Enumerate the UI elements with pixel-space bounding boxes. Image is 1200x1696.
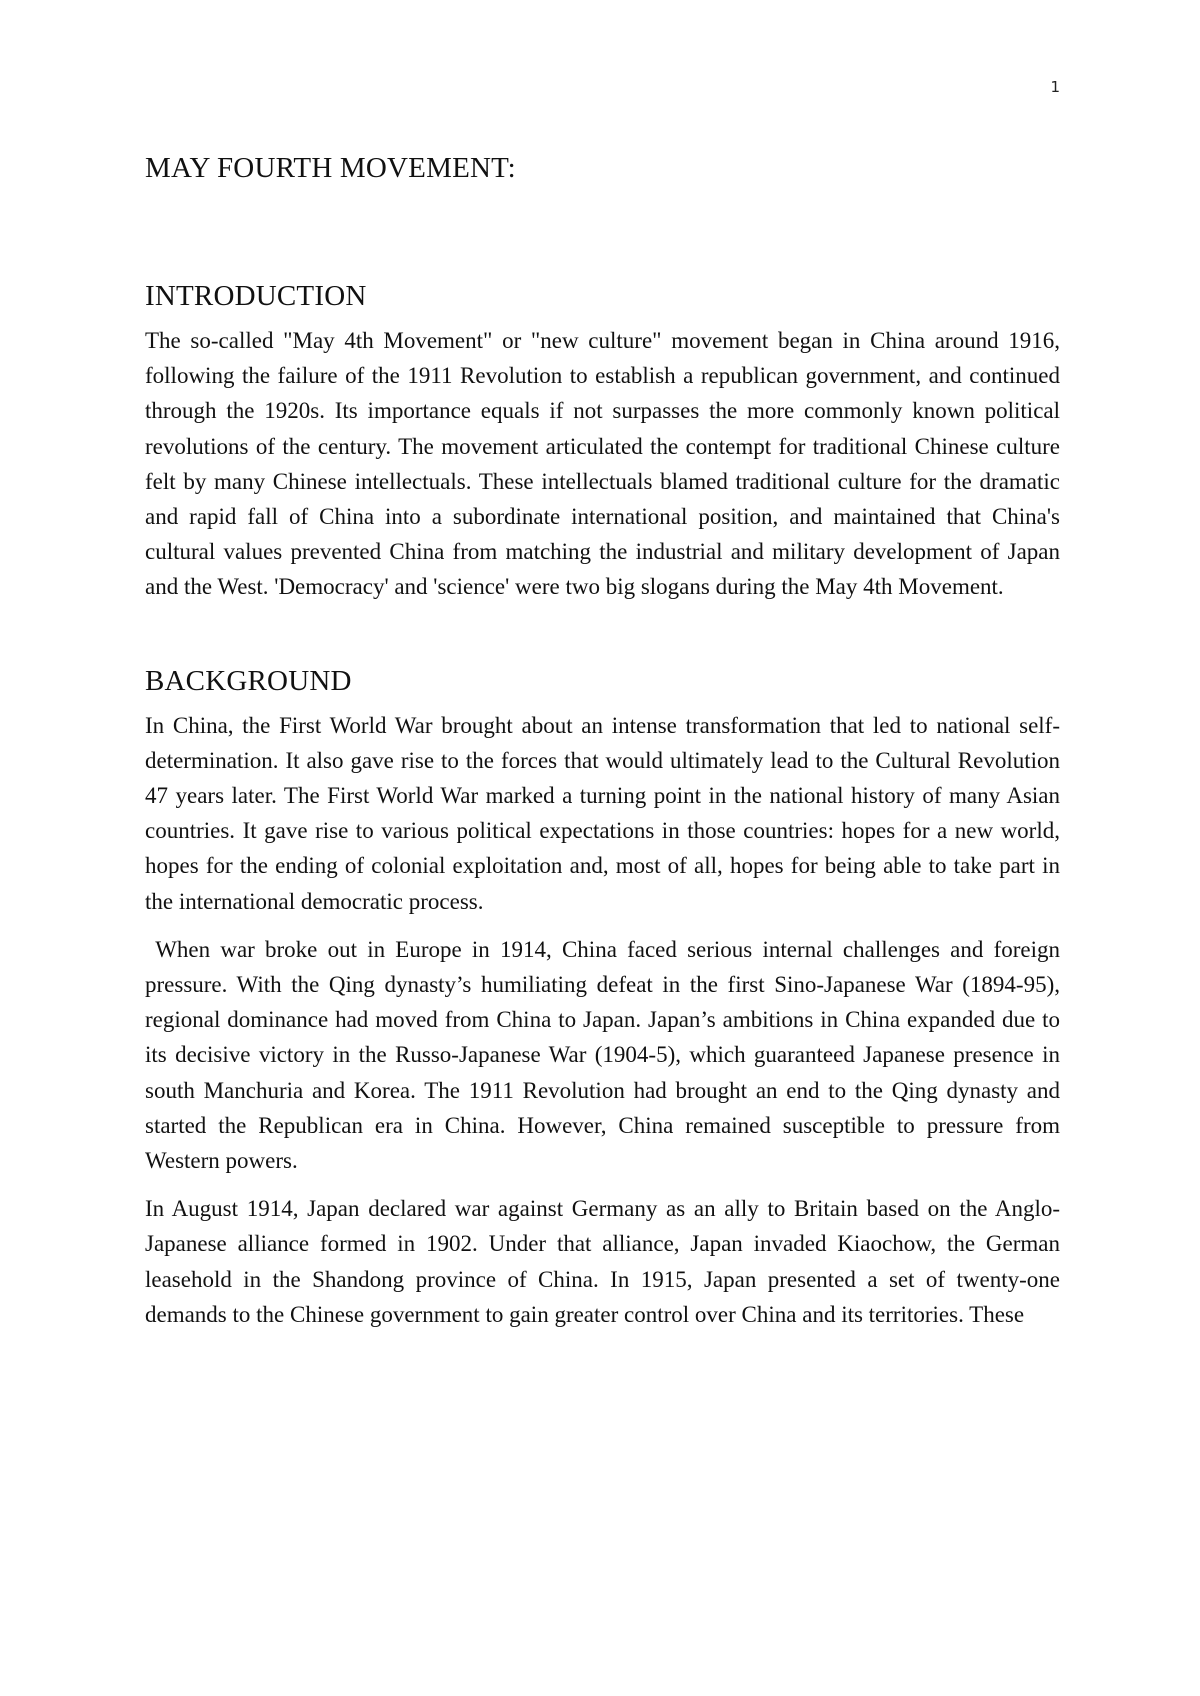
- paragraph: When war broke out in Europe in 1914, China faced serious internal challenges and foreign pressure. With the Qing dynasty’s humiliating defeat in the first Sino-Japanese War (1894-95), regional dominance had moved from China to Japan. Japan’s ambitions in China expanded due to its decisive victory in the Russo-Japanese War (1904-5), which guaranteed Japanese presence in south Manchuria and Korea. The 1911 Revolution had brought an end to the Qing dynasty and started the Republican era in China. However, China remained susceptible to pressure from Western powers.: [145, 936, 1066, 1174]
- paragraph: In August 1914, Japan declared war against Germany as an ally to Britain based on the Anglo-Japanese alliance formed in 1902. Under that alliance, Japan invaded Kiaochow, the German leasehold in the Shandong province of China. In 1915, Japan presented a set of twenty-one demands to the Chinese government to gain greater control over China and its territories. These: [145, 1196, 1060, 1327]
- section-heading-background: BACKGROUND: [145, 664, 352, 697]
- section-heading-introduction: INTRODUCTION: [145, 280, 367, 312]
- paragraph: The so-called "May 4th Movement" or "new culture" movement began in China around 1916, following the failure of the 1911 Revolution to establish a republican government, and continued through the 1920s. Its importance equals if not surpasses the more commonly known political revolutions of the century. The movement articulated the contempt for traditional Chinese culture felt by many Chinese intellectuals. These intellectuals blamed traditional culture for the dramatic and rapid fall of China into a subordinate international position, and maintained that China's cultural values prevented China from matching the industrial and military development of Japan and the West. 'Democracy' and 'science' were two big slogans during the May 4th Movement.: [145, 328, 1060, 600]
- document-body: [145, 150, 1066, 1332]
- document-title: MAY FOURTH MOVEMENT:: [145, 152, 516, 184]
- paragraph: In China, the First World War brought about an intense transformation that led to national self-determination. It also gave rise to the forces that would ultimately lead to the Cultural Revolution 47 years later. The First World War marked a turning point in the national history of many Asian countries. It gave rise to various political expectations in those countries: hopes for a new world, hopes for the ending of colonial exploitation and, most of all, hopes for being able to take part in the international democratic process.: [145, 712, 1060, 914]
- page-number: 1: [1050, 78, 1060, 96]
